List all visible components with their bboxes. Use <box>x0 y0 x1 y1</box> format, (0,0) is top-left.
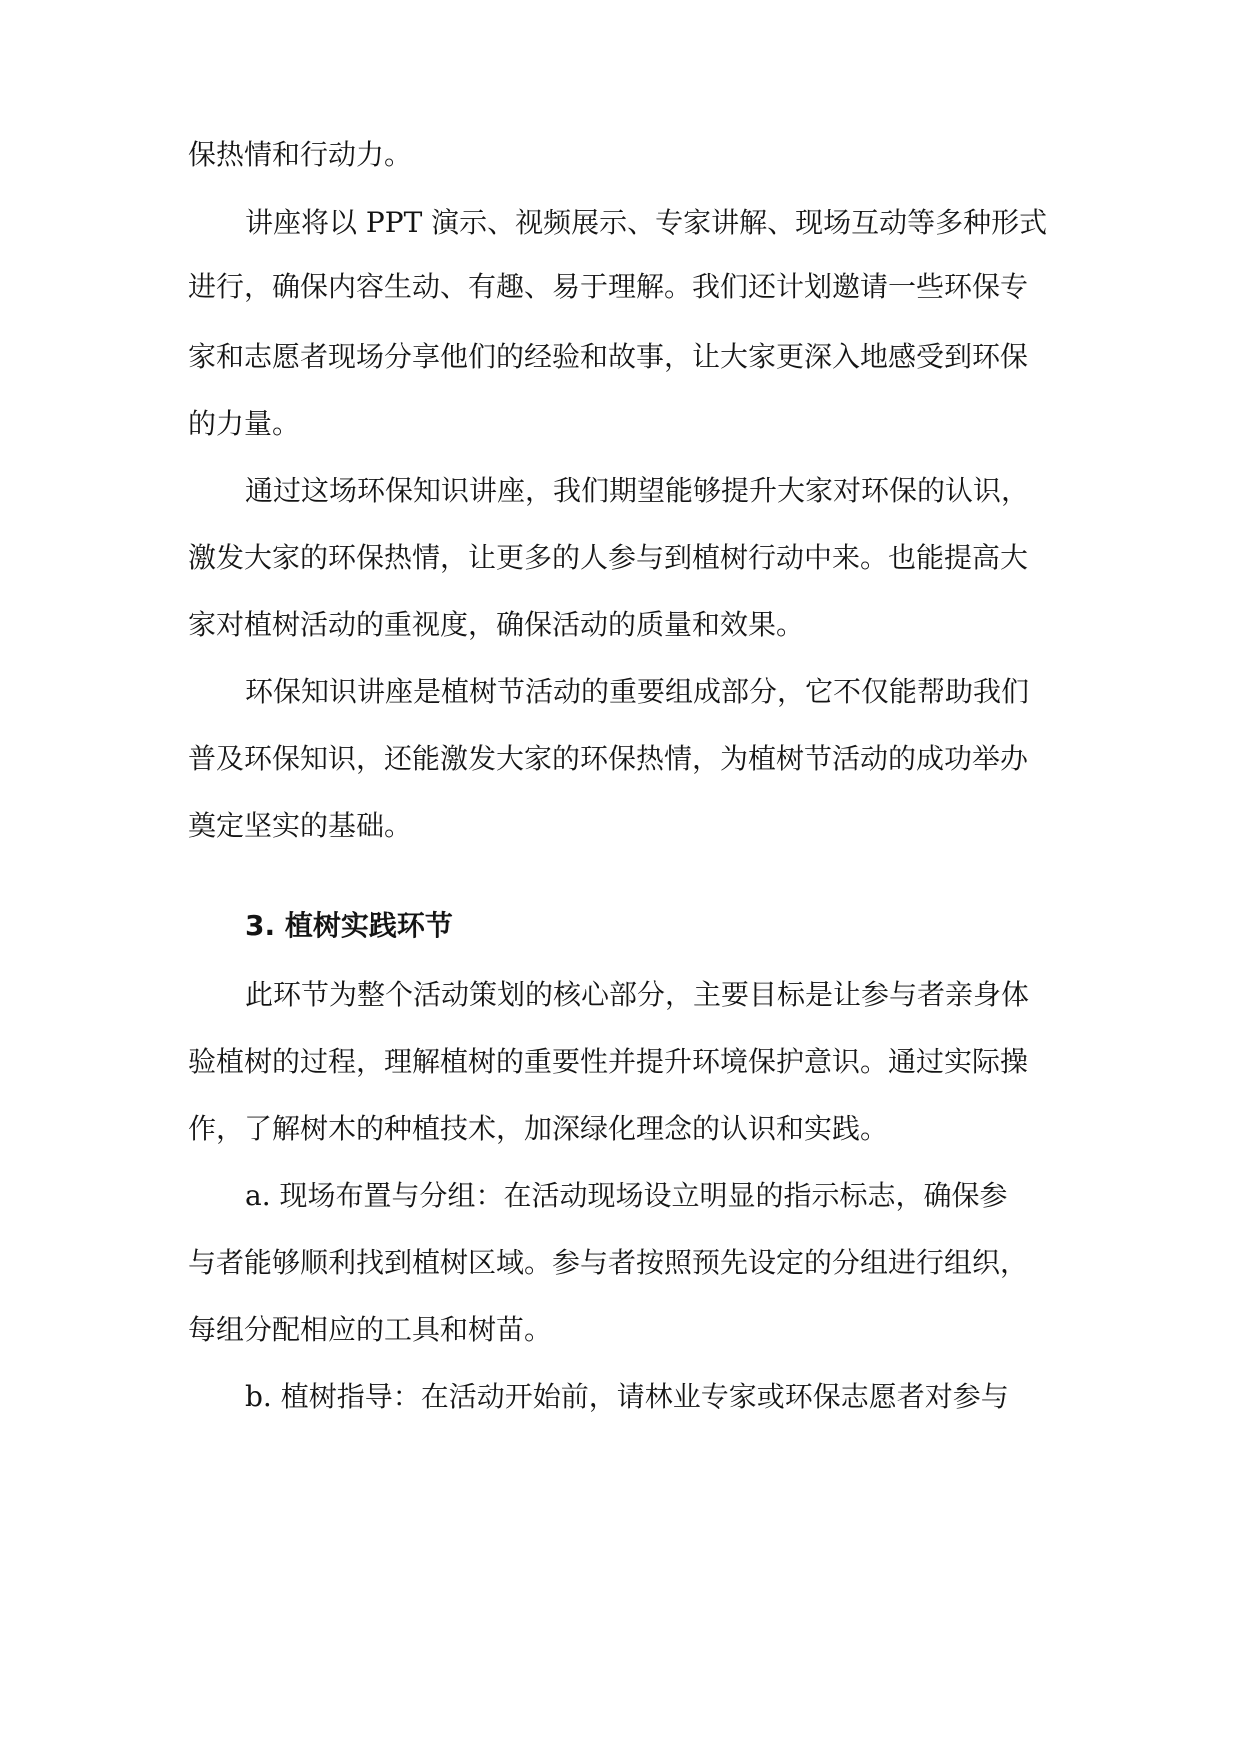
text-line: 进行，确保内容生动、有趣、易于理解。我们还计划邀请一些环保专 <box>188 270 1029 303</box>
text-line: 的力量。 <box>188 407 301 440</box>
text-line: 普及环保知识，还能激发大家的环保热情，为植树节活动的成功举办 <box>188 742 1029 775</box>
text-line: a. 现场布置与分组：在活动现场设立明显的指示标志，确保参 <box>245 1179 1008 1212</box>
text-line: 家和志愿者现场分享他们的经验和故事，让大家更深入地感受到环保 <box>188 340 1029 373</box>
text-line: 作，了解树木的种植技术，加深绿化理念的认识和实践。 <box>188 1112 889 1145</box>
text-line: 环保知识讲座是植树节活动的重要组成部分，它不仅能帮助我们 <box>245 675 1030 708</box>
text-line: 与者能够顺利找到植树区域。参与者按照预先设定的分组进行组织， <box>188 1246 1029 1279</box>
section-heading: 3. 植树实践环节 <box>245 909 453 942</box>
text-line: 激发大家的环保热情，让更多的人参与到植树行动中来。也能提高大 <box>188 541 1029 574</box>
text-line: 奠定坚实的基础。 <box>188 809 413 842</box>
text-line: b. 植树指导：在活动开始前，请林业专家或环保志愿者对参与 <box>245 1380 1009 1413</box>
text-line: 家对植树活动的重视度，确保活动的质量和效果。 <box>188 608 805 641</box>
text-line: 保热情和行动力。 <box>188 138 413 171</box>
text-line: 讲座将以 PPT 演示、视频展示、专家讲解、现场互动等多种形式 <box>245 206 1048 239</box>
text-line: 此环节为整个活动策划的核心部分，主要目标是让参与者亲身体 <box>245 978 1030 1011</box>
text-line: 验植树的过程，理解植树的重要性并提升环境保护意识。通过实际操 <box>188 1045 1029 1078</box>
text-line: 每组分配相应的工具和树苗。 <box>188 1313 553 1346</box>
text-line: 通过这场环保知识讲座，我们期望能够提升大家对环保的认识， <box>245 474 1030 507</box>
